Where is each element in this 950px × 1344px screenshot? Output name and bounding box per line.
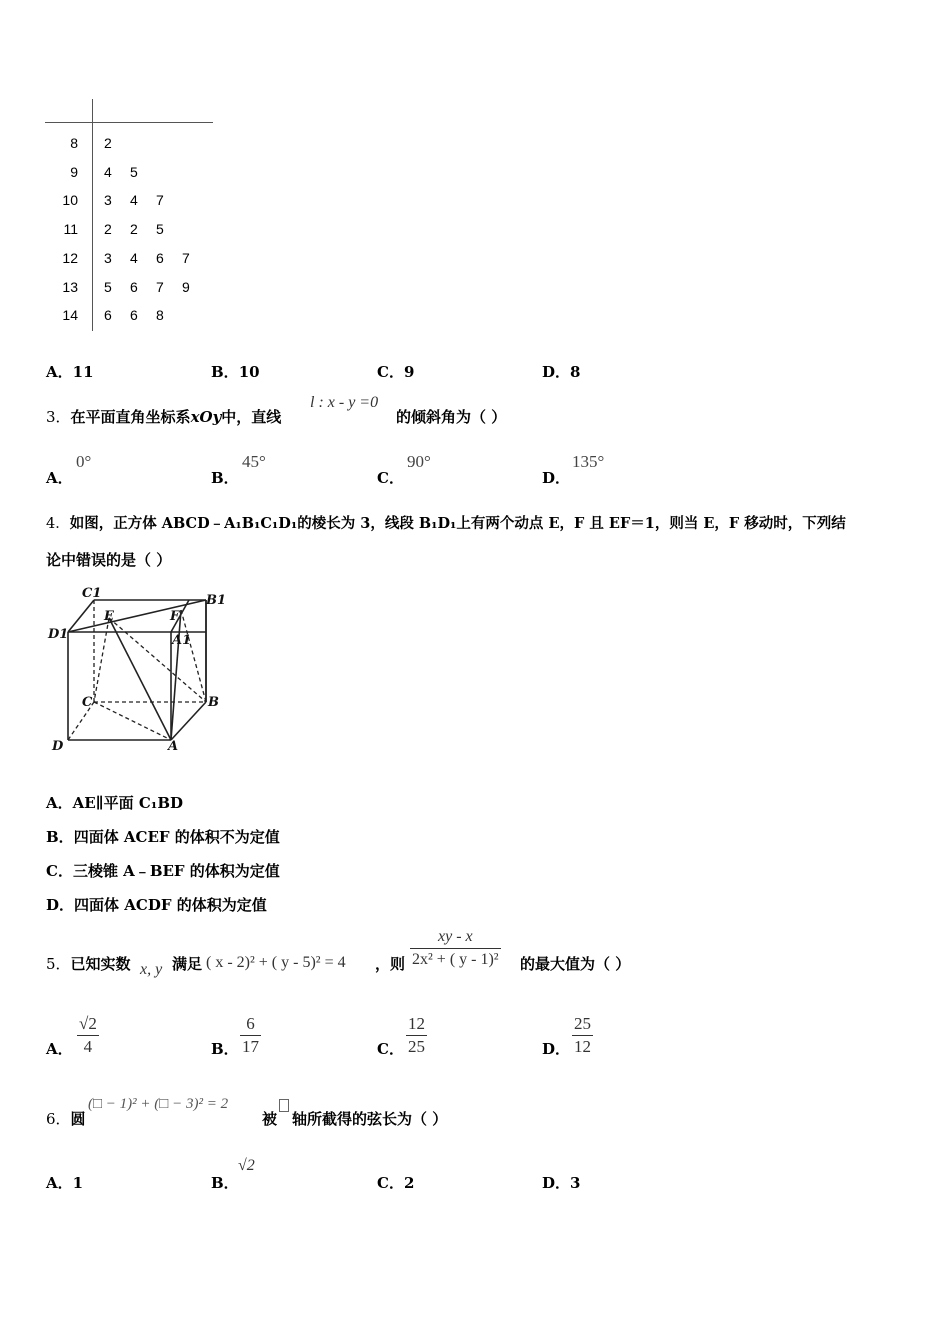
q3-option-b[interactable] (211, 467, 239, 488)
frac-denominator: 4 (83, 1037, 93, 1056)
option-value: 11 (72, 363, 94, 381)
frac-numerator: 12 (406, 1013, 427, 1036)
q5-expression (410, 926, 501, 971)
q5-expr-denominator: 2x² + ( y - 1)² (412, 951, 499, 968)
question-number: 4． (46, 516, 70, 532)
q3-option-c-value: 90° (407, 452, 431, 471)
option-letter: B． (211, 1174, 239, 1192)
leaf-value: 4 (130, 249, 138, 266)
leaf-value: 4 (104, 163, 112, 180)
leaf-value: 2 (130, 221, 138, 238)
option-letter: B． (211, 469, 239, 487)
option-letter: A． (46, 794, 73, 812)
option-letter: A． (46, 363, 73, 381)
option-value: 10 (238, 363, 260, 381)
stem-value: 13 (62, 278, 78, 295)
q3-text-mid: 中，直线 (221, 408, 282, 426)
option-letter: B． (211, 1040, 239, 1058)
q6-option-d[interactable] (542, 1172, 580, 1193)
option-letter: D． (542, 363, 571, 381)
q5-option-a[interactable] (46, 1038, 73, 1059)
q4-option-c[interactable] (46, 860, 280, 881)
q6-circle-equation: (□ − 1)² + (□ − 3)² = 2 (88, 1096, 229, 1112)
option-letter: C． (377, 469, 404, 487)
option-text: AE∥平面 C₁BD (72, 794, 184, 812)
option-text: 四面体 ACDF 的体积为定值 (74, 896, 267, 914)
q3-text: 在平面直角坐标系 (70, 408, 191, 426)
q4-text-line1: 如图，正方体 ABCD﹣A₁B₁C₁D₁的棱长为 3，线段 B₁D₁上有两个动点 E，F 且 EF＝1，则当 E，F 移动时，下列结 (69, 515, 846, 532)
question-number: 5． (46, 955, 71, 973)
q6-text: 圆 (70, 1110, 86, 1128)
option-letter: D． (542, 1040, 571, 1058)
leaf-value: 7 (156, 192, 164, 209)
option-letter: A． (46, 1174, 73, 1192)
option-text: 四面体 ACEF 的体积不为定值 (73, 828, 280, 846)
q6-option-b-value: √2 (238, 1157, 255, 1174)
q6-stem (46, 1108, 86, 1129)
q6-option-a[interactable] (46, 1172, 83, 1193)
q5-text-after: 的最大值为（ ） (520, 955, 631, 973)
q5-option-c-frac (406, 1013, 427, 1058)
option-letter: C． (377, 1174, 404, 1192)
stem-leaf-vline (92, 99, 93, 331)
stem-value: 12 (62, 249, 78, 266)
leaf-value: 8 (156, 307, 164, 324)
q5-expr-numerator: xy - x (410, 926, 501, 949)
frac-numerator: 25 (572, 1013, 593, 1036)
option-text: 三棱锥 A﹣BEF 的体积为定值 (72, 862, 280, 880)
option-letter: D． (46, 896, 75, 914)
frac-denominator: 25 (408, 1037, 425, 1056)
leaf-value: 7 (156, 278, 164, 295)
leaf-value: 3 (104, 192, 112, 209)
option-letter: A． (46, 1040, 73, 1058)
q5-option-a-frac (77, 1013, 99, 1058)
stem-value: 11 (63, 221, 78, 238)
label-a1: A1 (172, 633, 192, 648)
label-b: B (208, 695, 219, 710)
q2-option-a[interactable] (46, 361, 94, 382)
cube-figure (46, 582, 226, 757)
label-c1: C1 (82, 586, 102, 601)
q3-option-a[interactable] (46, 467, 73, 488)
q5-stem (46, 953, 131, 974)
stem-value: 10 (62, 192, 78, 209)
leaf-value: 5 (156, 221, 164, 238)
leaf-value: 5 (130, 163, 138, 180)
label-f: F (170, 609, 180, 624)
option-value: 3 (570, 1174, 581, 1192)
q4-stem-line1 (46, 512, 846, 533)
q5-option-d-frac (572, 1013, 593, 1058)
q2-option-b[interactable] (211, 361, 260, 382)
q3-xoy: xOy (190, 408, 222, 426)
stem-leaf-hline (45, 122, 213, 123)
option-letter: C． (46, 862, 73, 880)
q4-option-b[interactable] (46, 826, 280, 847)
stem-value: 8 (70, 135, 78, 151)
option-letter: D． (542, 1174, 571, 1192)
q3-option-b-value: 45° (242, 452, 266, 471)
frac-numerator: 6 (240, 1013, 261, 1036)
q5-text-then: ，则 (375, 955, 406, 973)
frac-denominator: 17 (242, 1037, 259, 1056)
q6-text-by: 被 (262, 1110, 278, 1128)
option-letter: A． (46, 469, 73, 487)
option-value: 8 (570, 363, 581, 381)
leaf-value: 7 (182, 249, 190, 266)
option-letter: B． (211, 363, 239, 381)
label-a: A (168, 739, 179, 754)
q5-text: 已知实数 (70, 955, 131, 973)
leaf-value: 3 (104, 249, 112, 266)
leaf-value: 6 (130, 307, 138, 324)
q2-option-c[interactable] (377, 361, 414, 382)
leaf-value: 6 (156, 249, 164, 266)
leaf-value: 2 (104, 221, 112, 238)
q3-line-equation: l : x - y =0 (310, 394, 379, 411)
leaf-value: 9 (182, 278, 190, 295)
leaf-value: 5 (104, 278, 112, 295)
q3-text-after: 的倾斜角为（ ） (396, 408, 507, 426)
stem-value: 14 (62, 307, 78, 324)
question-number: 6． (46, 1110, 71, 1128)
option-value: 2 (403, 1174, 415, 1192)
q6-option-b[interactable] (211, 1172, 239, 1193)
q6-placeholder-box-icon (279, 1099, 289, 1112)
leaf-value: 2 (104, 135, 112, 151)
q4-option-d[interactable] (46, 894, 267, 915)
q5-condition: ( x - 2)² + ( y - 5)² = 4 (206, 954, 346, 971)
option-letter: D． (542, 469, 571, 487)
frac-numerator: √2 (77, 1013, 99, 1036)
q4-option-a[interactable] (46, 792, 183, 813)
q5-text-satisfy: 满足 (172, 955, 203, 973)
question-number: 3． (46, 408, 71, 426)
q5-vars: x, y (140, 961, 163, 978)
q5-option-d[interactable] (542, 1038, 570, 1059)
q2-option-d[interactable] (542, 361, 580, 382)
option-value: 1 (72, 1174, 84, 1192)
q4-stem-line2: 论中错误的是（ ） (46, 551, 172, 569)
leaf-value: 6 (130, 278, 138, 295)
q3-option-a-value: 0° (76, 452, 92, 471)
stem-value: 9 (70, 163, 78, 180)
q3-option-d-value: 135° (572, 452, 605, 471)
q5-option-b[interactable] (211, 1038, 239, 1059)
option-letter: B． (46, 828, 74, 846)
q6-option-c[interactable] (377, 1172, 414, 1193)
option-value: 9 (403, 363, 415, 381)
label-b1: B1 (206, 593, 226, 608)
q5-option-c[interactable] (377, 1038, 404, 1059)
q3-stem (46, 406, 281, 427)
label-d: D (52, 739, 64, 754)
option-letter: C． (377, 1040, 404, 1058)
q6-text-after: 轴所截得的弦长为（ ） (292, 1110, 448, 1128)
leaf-value: 4 (130, 192, 138, 209)
q3-option-c[interactable] (377, 467, 404, 488)
leaf-value: 6 (104, 307, 112, 324)
q3-option-d[interactable] (542, 467, 570, 488)
q5-option-b-frac (240, 1013, 261, 1058)
frac-denominator: 12 (574, 1037, 591, 1056)
label-d1: D1 (48, 627, 69, 642)
label-c: C (82, 695, 93, 710)
option-letter: C． (377, 363, 404, 381)
label-e: E (104, 609, 114, 624)
